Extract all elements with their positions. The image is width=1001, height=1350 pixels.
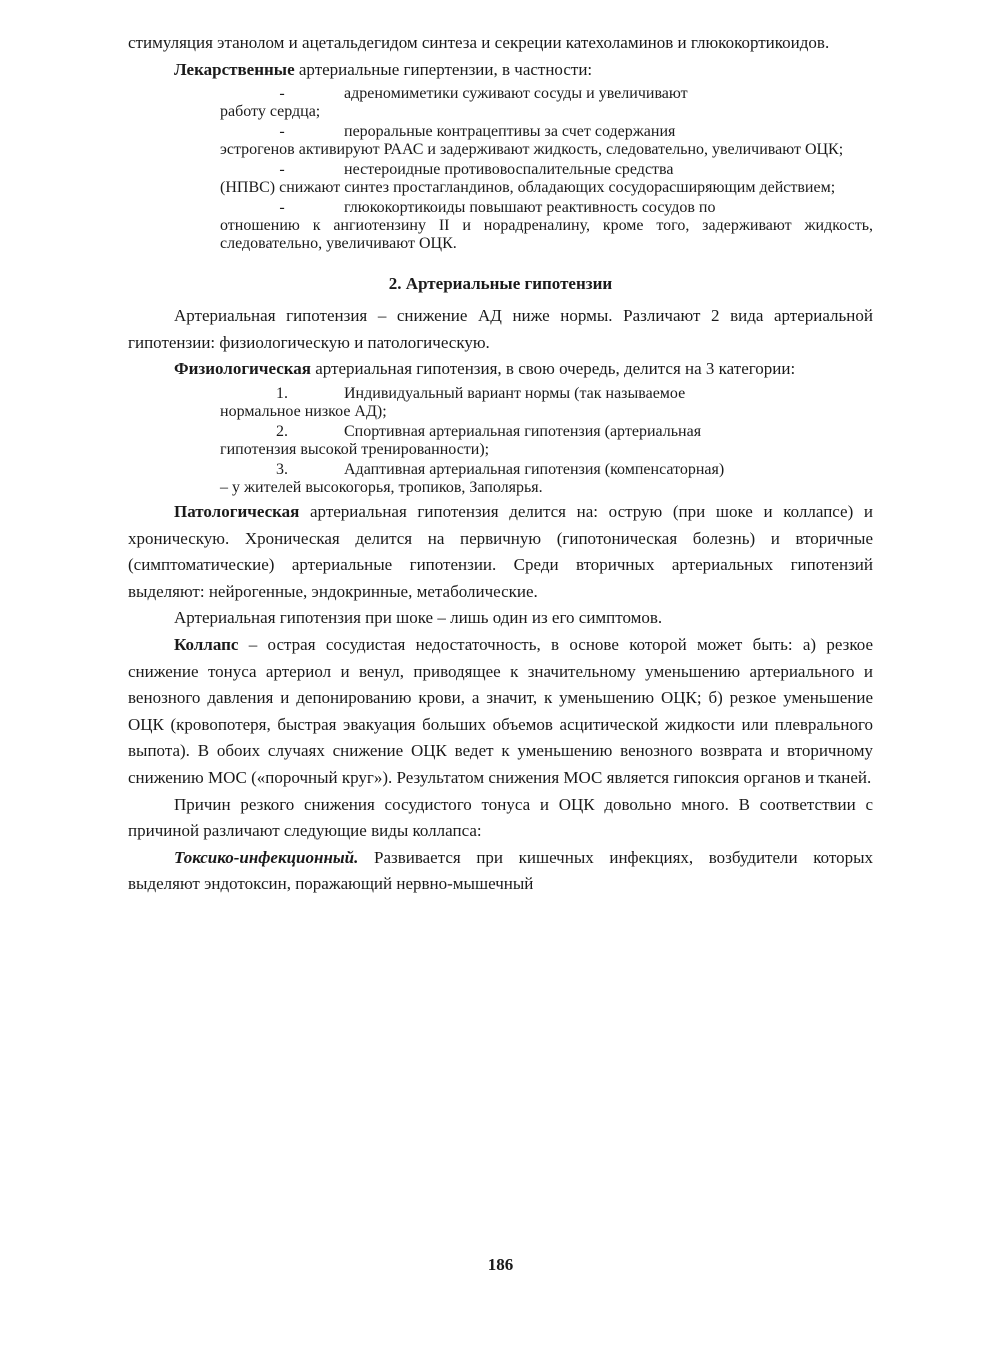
list-item-text: пероральные контрацептивы за счет содержания: [344, 123, 676, 141]
list-item-text: глюкокортикоиды повышают реактивность сосудов по: [344, 199, 716, 217]
list-item: [128, 423, 873, 459]
list-item-continuation: эстрогенов активируют РААС и задерживают жидкость, следовательно, увеличивают ОЦК;: [220, 141, 844, 159]
list-marker: -: [279, 85, 285, 103]
term-pathological: Патологическая: [174, 501, 300, 521]
list-item-continuation: гипотензия высокой тренированности);: [220, 440, 490, 458]
list-item-text: Индивидуальный вариант нормы (так называемое: [344, 384, 686, 402]
list-marker: 3.: [276, 460, 288, 478]
list-marker: -: [279, 199, 285, 217]
list-item-text: Спортивная артериальная гипотензия (артериальная: [344, 422, 702, 440]
paragraph-text: артериальная гипотензия делится на: острую (при шоке и коллапсе) и хроническую. Хроническая делится на первичную (гипотоническая болезнь) и вторичные (симптоматические) артериальные гипотензии. Среди вторичных артериальных гипотензий выделяют: нейрогенные, эндокринные, метаболические.: [128, 501, 873, 601]
list-item-continuation: работу сердца;: [220, 103, 321, 121]
paragraph-text: артериальная гипотензия, в свою очередь, делится на 3 категории:: [310, 359, 796, 379]
section-heading: 2. Артериальные гипотензии: [388, 274, 613, 294]
term-toxic-infectious: Токсико-инфекционный.: [174, 847, 359, 867]
paragraph-physiological: [128, 356, 873, 383]
list-item-continuation: отношению к ангиотензину II и норадреналину, кроме того, задерживают жидкость, следовательно, увеличивают ОЦК.: [220, 217, 873, 253]
list-item: [128, 85, 873, 121]
list-item-continuation: (НПВС) снижают синтез простагландинов, обладающих сосудорасширяющим действием;: [220, 179, 836, 197]
paragraph-collapse: [128, 632, 873, 792]
list-marker: 1.: [276, 384, 288, 402]
category-list: [128, 385, 873, 497]
term-drug: Лекарственные: [174, 59, 295, 79]
term-collapse: Коллапс: [174, 634, 239, 654]
list-marker: -: [279, 161, 285, 179]
paragraph-text: Развивается при кишечных инфекциях, возбудители которых выделяют эндотоксин, поражающий нервно-мышечный: [128, 847, 873, 894]
list-item-continuation: нормальное низкое АД);: [220, 402, 387, 420]
paragraph-shock: Артериальная гипотензия при шоке – лишь один из его симптомов.: [174, 608, 663, 628]
paragraph-hypotension-definition: Артериальная гипотензия – снижение АД ниже нормы. Различают 2 вида артериальной гипотензии: физиологическую и патологическую.: [128, 306, 873, 352]
list-item-text: адреномиметики суживают сосуды и увеличивают: [344, 85, 688, 103]
paragraph-text: – острая сосудистая недостаточность, в основе которой может быть: а) резкое снижение тонуса артериол и венул, приводящее к значительному уменьшению артериального и венозного давления и депонированию крови, а значит, к уменьшению ОЦК; б) резкое уменьшение ОЦК (кровопотеря, быстрая эвакуация больших объемов асцитической жидкости или плеврального выпота). В обоих случаях снижение ОЦК ведет к уменьшению венозного возврата и вторичному снижению МОС («порочный круг»). Результатом снижения МОС является гипоксия органов и тканей.: [128, 634, 873, 787]
list-marker: 2.: [276, 422, 288, 440]
term-physiological: Физиологическая: [174, 359, 311, 379]
page-number: 186: [487, 1255, 514, 1274]
list-item-text: Адаптивная артериальная гипотензия (компенсаторная): [344, 460, 725, 478]
drug-list: [128, 85, 873, 253]
paragraph-drug-hypertension: [128, 57, 873, 84]
paragraph-continuation: стимуляция этанолом и ацетальдегидом синтеза и секреции катехоламинов и глюкокортикоидов.: [128, 33, 830, 52]
list-item: [128, 385, 873, 421]
paragraph-collapse-types: Причин резкого снижения сосудистого тонуса и ОЦК довольно много. В соответствии с причиной различают следующие виды коллапса:: [128, 794, 873, 841]
paragraph-pathological: [128, 499, 873, 605]
list-item: [128, 123, 873, 159]
list-marker: -: [279, 123, 285, 141]
list-item-continuation: – у жителей высокогорья, тропиков, Заполярья.: [220, 478, 543, 496]
paragraph-text: артериальные гипертензии, в частности:: [294, 59, 593, 79]
list-item: [128, 199, 873, 253]
list-item: [128, 461, 873, 497]
list-item: [128, 161, 873, 197]
paragraph-toxic-infectious: [128, 845, 873, 898]
list-item-text: нестероидные противовоспалительные средства: [344, 161, 674, 179]
